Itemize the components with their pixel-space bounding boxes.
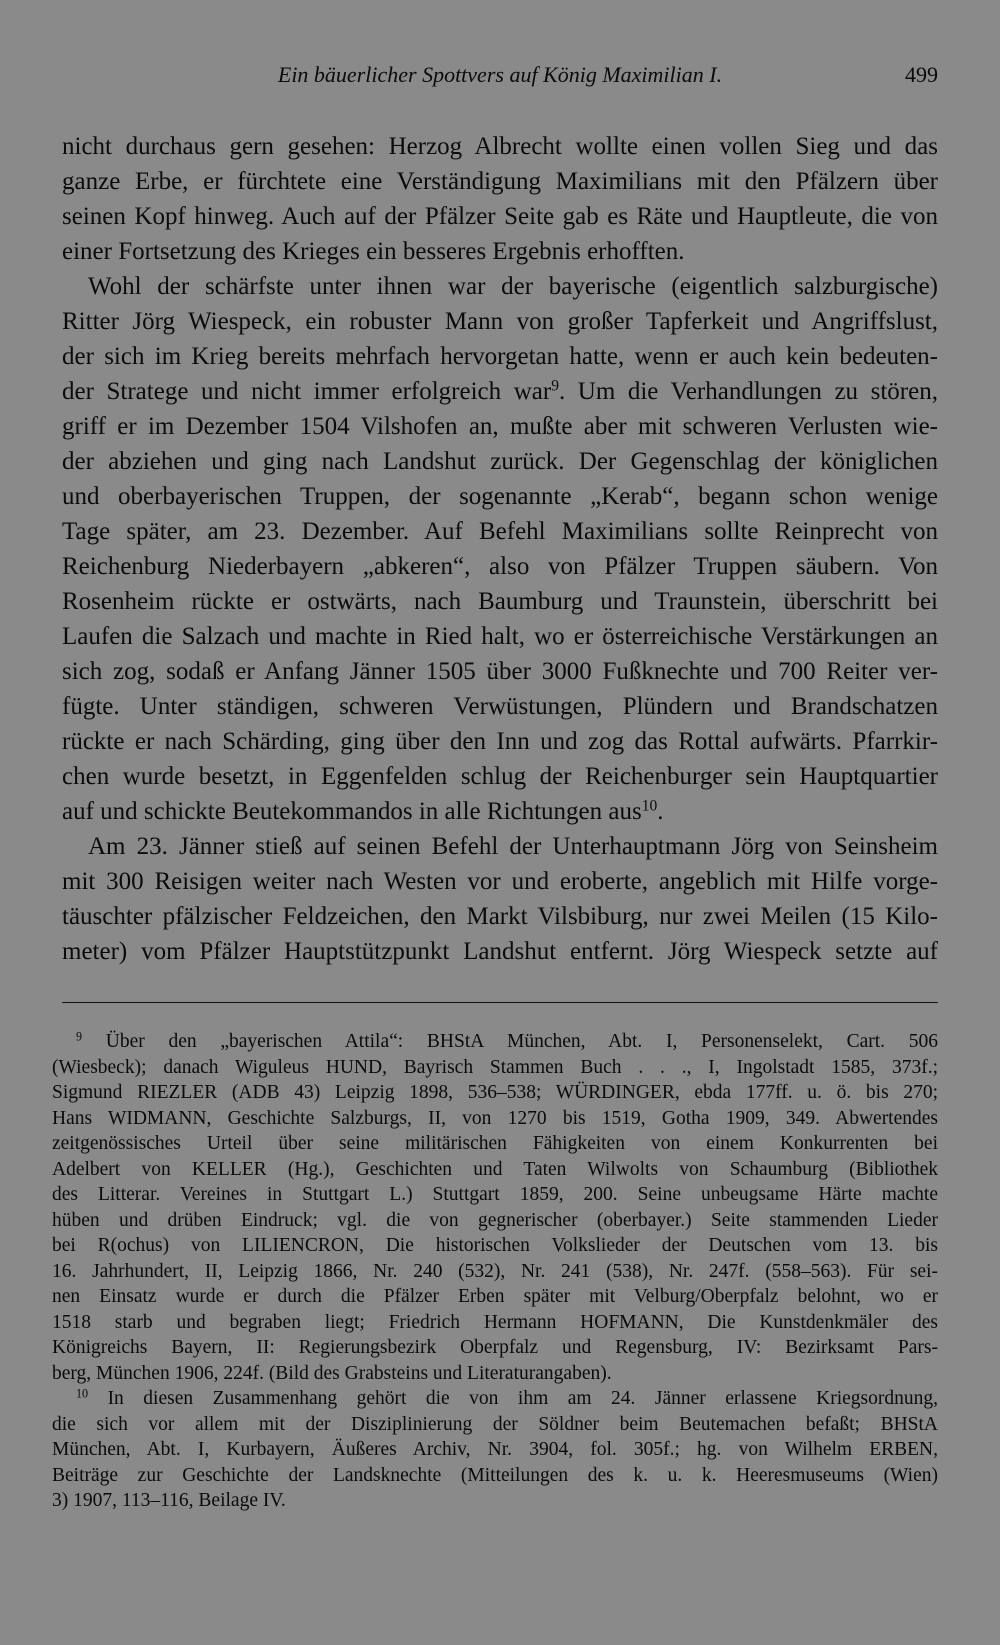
footnote-text: Über den „bayerischen Attila“: BHStA München, Abt. I, Personenselekt, Cart. 506 — [105, 1031, 938, 1052]
body-line: Wohl der schärfste unter ihnen war der bayerische (eigentlich salzburgische) — [88, 273, 938, 300]
footnote-line: bei R(ochus) von LILIENCRON, Die historischen Volkslieder der Deutschen vom 13. bis — [52, 1235, 938, 1256]
footnote-mark-10: 10 — [76, 1386, 89, 1401]
footnote-9 — [52, 1029, 938, 1386]
body-line: der sich im Krieg bereits mehrfach hervorgetan hatte, wenn er auch kein bedeuten- — [62, 343, 938, 370]
footnote-line: München, Abt. I, Kurbayern, Äußeres Archiv, Nr. 3904, fol. 305f.; hg. von Wilhelm ERBEN, — [52, 1439, 938, 1460]
body-line: nicht durchaus gern gesehen: Herzog Albrecht wollte einen vollen Sieg und das — [62, 133, 938, 160]
body-line: Reichenburg Niederbayern „abkeren“, also von Pfälzer Truppen säubern. Von — [62, 553, 938, 580]
footnote-line: die sich vor allem mit der Disziplinierung der Söldner beim Beutemachen befaßt; BHStA — [52, 1413, 938, 1435]
footnote-mark-9: 9 — [76, 1029, 83, 1044]
body-line: Rosenheim rückte er ostwärts, nach Baumburg und Traunstein, überschritt bei — [62, 588, 938, 615]
body-line-with-note-9 — [62, 374, 938, 409]
body-line: Laufen die Salzach und machte in Ried halt, wo er österreichische Verstärkungen an — [62, 623, 938, 650]
body-line: mit 300 Reisigen weiter nach Westen vor und eroberte, angeblich mit Hilfe vorge- — [62, 868, 938, 895]
body-text: auf und schickte Beutekommandos in alle Richtungen aus — [62, 798, 642, 825]
footnote-line: zeitgenössisches Urteil über seine militärischen Fähigkeiten von einem Konkurrenten bei — [52, 1133, 938, 1154]
footnote-line: 1518 starb und begraben liegt; Friedrich Hermann HOFMANN, Die Kunstdenkmäler des — [52, 1311, 938, 1333]
footnote-ref-9[interactable]: 9 — [551, 377, 559, 395]
footnote-line: Hans WIDMANN, Geschichte Salzburgs, II, von 1270 bis 1519, Gotha 1909, 349. Abwertendes — [52, 1107, 938, 1129]
body-line: ganze Erbe, er fürchtete eine Verständigung Maximilians mit den Pfälzern über — [62, 168, 938, 195]
footnote-text: In diesen Zusammenhang gehört die von ihm am 24. Jänner erlassene Kriegsordnung, — [107, 1388, 939, 1409]
page-number: 499 — [905, 62, 938, 87]
footnote-ref-10[interactable]: 10 — [641, 797, 658, 815]
main-text — [62, 129, 938, 969]
footnote-line: nen Einsatz wurde er durch die Pfälzer Erben später mit Velburg/Oberpfalz belohnt, wo er — [52, 1286, 938, 1307]
body-text: . Um die Verhandlungen zu stören, — [558, 378, 938, 405]
body-line: Tage später, am 23. Dezember. Auf Befehl Maximilians sollte Reinprecht von — [62, 518, 938, 545]
footnote-line — [52, 1029, 938, 1055]
body-line: fügte. Unter ständigen, schweren Verwüstungen, Plündern und Brandschatzen — [62, 693, 938, 720]
body-line: meter) vom Pfälzer Hauptstützpunkt Landshut entfernt. Jörg Wiespeck setzte auf — [62, 938, 938, 965]
footnote-line: (Wiesbeck); danach Wiguleus HUND, Bayrisch Stammen Buch . . ., I, Ingolstadt 1585, 373f.; — [52, 1056, 938, 1078]
footnotes — [52, 1029, 938, 1514]
running-header — [62, 58, 938, 92]
body-line: sich zog, sodaß er Anfang Jänner 1505 über 3000 Fußknechte und 700 Reiter ver- — [62, 658, 938, 685]
footnote-separator — [62, 1002, 938, 1003]
footnote-line: berg, München 1906, 224f. (Bild des Grabsteins und Literaturangaben). — [52, 1362, 612, 1384]
body-line: einer Fortsetzung des Krieges ein besseres Ergebnis erhofften. — [62, 238, 685, 265]
footnote-line: 16. Jahrhundert, II, Leipzig 1866, Nr. 240 (532), Nr. 241 (538), Nr. 247f. (558–563). Für sei- — [52, 1260, 938, 1282]
body-line: rückte er nach Schärding, ging über den Inn und zog das Rottal aufwärts. Pfarrkir- — [62, 728, 938, 755]
footnote-10 — [52, 1386, 938, 1514]
running-title: Ein bäuerlicher Spottvers auf König Maximilian I. — [277, 62, 723, 87]
body-line: seinen Kopf hinweg. Auch auf der Pfälzer Seite gab es Räte und Hauptleute, die von — [62, 203, 938, 230]
body-text: . — [657, 798, 664, 825]
footnote-line: hüben und drüben Eindruck; vgl. die von gegnerischer (oberbayer.) Seite stammenden Lieder — [52, 1209, 938, 1231]
body-line: täuschter pfälzischer Feldzeichen, den Markt Vilsbiburg, nur zwei Meilen (15 Kilo- — [62, 903, 938, 930]
body-line: und oberbayerischen Truppen, der sogenannte „Kerab“, begann schon wenige — [62, 483, 938, 510]
body-text: der Stratege und nicht immer erfolgreich war — [62, 378, 552, 405]
footnote-line: 3) 1907, 113–116, Beilage IV. — [52, 1490, 286, 1511]
footnote-line: Sigmund RIEZLER (ADB 43) Leipzig 1898, 536–538; WÜRDINGER, ebda 177ff. u. ö. bis 270; — [52, 1082, 938, 1103]
body-line: Ritter Jörg Wiespeck, ein robuster Mann von großer Tapferkeit und Angriffslust, — [62, 308, 938, 335]
footnote-line — [52, 1386, 938, 1412]
footnote-line: Königreichs Bayern, II: Regierungsbezirk Oberpfalz und Regensburg, IV: Bezirksamt Pars- — [52, 1337, 938, 1358]
footnote-line: Adelbert von KELLER (Hg.), Geschichten und Taten Wilwolts von Schaumburg (Bibliothek — [52, 1158, 938, 1180]
body-line: chen wurde besetzt, in Eggenfelden schlug der Reichenburger sein Hauptquartier — [62, 763, 938, 790]
body-line: Am 23. Jänner stieß auf seinen Befehl der Unterhauptmann Jörg von Seinsheim — [88, 833, 938, 860]
footnote-line: Beiträge zur Geschichte der Landsknechte (Mitteilungen des k. u. k. Heeresmuseums (Wien) — [52, 1464, 938, 1486]
body-line: der abziehen und ging nach Landshut zurück. Der Gegenschlag der königlichen — [62, 448, 938, 475]
body-line-with-note-10 — [62, 794, 938, 829]
footnote-line: des Litterar. Vereines in Stuttgart L.) Stuttgart 1859, 200. Seine unbeugsame Härte machte — [52, 1184, 938, 1205]
body-line: griff er im Dezember 1504 Vilshofen an, mußte aber mit schweren Verlusten wie- — [62, 413, 938, 440]
